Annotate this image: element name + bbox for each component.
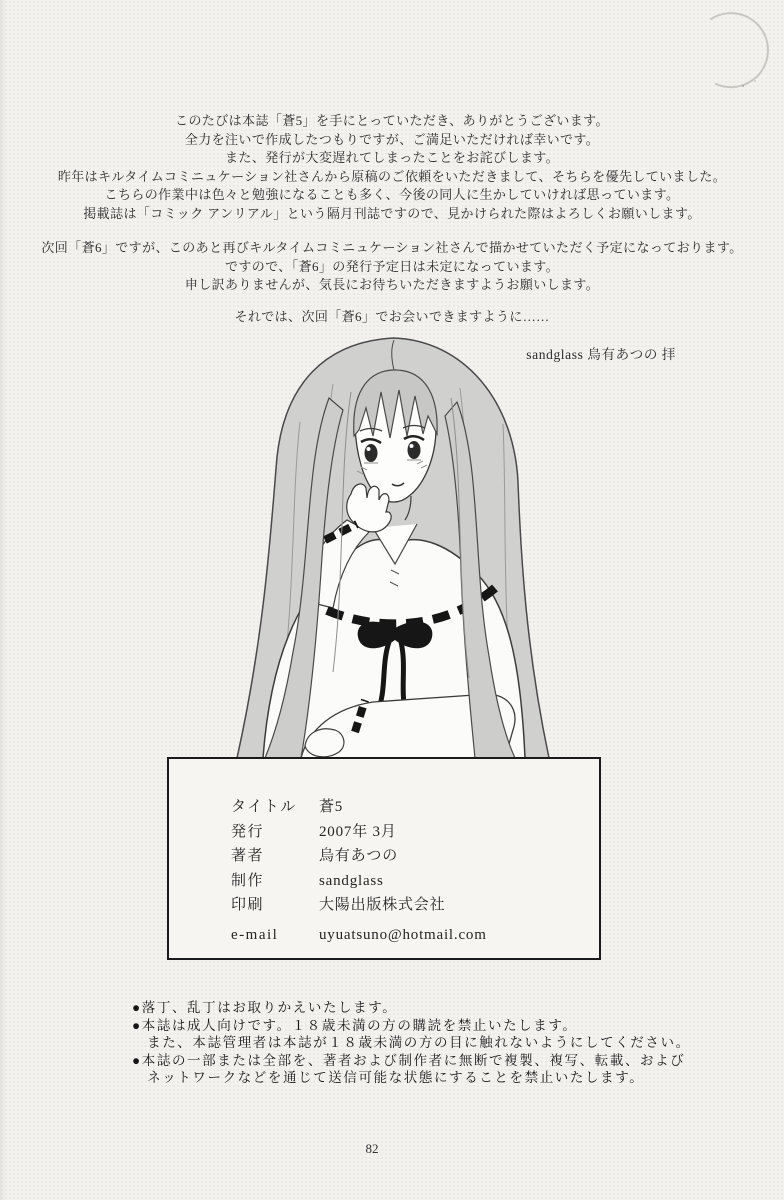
afterword-line: 次回「蒼6」ですが、このあと再びキルタイムコミニュケーション社さんで描かせていただく予定になっております。 bbox=[41, 240, 743, 255]
colophon-value: 2007年 3月 bbox=[319, 823, 397, 840]
afterword-closing-line: それでは、次回「蒼6」でお会いできますように…… bbox=[234, 308, 550, 324]
colophon-row bbox=[231, 844, 599, 869]
colophon-label: 印刷 bbox=[231, 897, 265, 913]
page-number: 82 bbox=[365, 1141, 379, 1156]
notice-line: ●落丁、乱丁はお取りかえいたします。 bbox=[132, 1000, 398, 1015]
afterword-line: 掲載誌は「コミック アンリアル」という隔月刊誌ですので、見かけられた際はよろしくお願いします。 bbox=[83, 205, 701, 221]
colophon-value: 大陽出版株式会社 bbox=[319, 897, 446, 913]
colophon-row bbox=[231, 893, 599, 918]
afterword-line: 申し訳ありませんが、気長にお待ちいただきますようお願いします。 bbox=[184, 277, 600, 292]
colophon-email-value: uyuatsuno@hotmail.com bbox=[319, 926, 487, 943]
notice-line: また、本誌管理者は本誌が１８歳未満の方の目に触れないようにしてください。 bbox=[132, 1035, 691, 1050]
artist-signature: sandglass 烏有あつの 拝 bbox=[526, 347, 676, 362]
notice-line: ●本誌は成人向けです。１８歳未満の方の購読を禁止いたします。 bbox=[132, 1017, 578, 1033]
afterword-line: このたびは本誌「蒼5」を手にとっていただき、ありがとうございます。 bbox=[175, 113, 609, 128]
colophon-row bbox=[231, 795, 599, 820]
colophon-row bbox=[231, 869, 599, 894]
colophon-value: 烏有あつの bbox=[319, 848, 399, 864]
girl-illustration bbox=[205, 332, 580, 758]
colophon-value: 蒼5 bbox=[319, 799, 344, 815]
colophon-value: sandglass bbox=[319, 872, 384, 889]
circle-scan-artifact-icon bbox=[686, 6, 776, 96]
notice-line: ●本誌の一部または全部を、著者および制作者に無断で複製、複写、転載、および bbox=[132, 1052, 686, 1068]
afterword-line: また、発行が大変遅れてしまったことをお詫びします。 bbox=[225, 150, 559, 165]
colophon-label: 発行 bbox=[231, 823, 265, 840]
colophon-label: タイトル bbox=[231, 799, 297, 815]
colophon-label: e-mail bbox=[231, 926, 279, 943]
colophon-label: 制作 bbox=[231, 872, 265, 889]
afterword-line: ですので、「蒼6」の発行予定日は未定になっています。 bbox=[224, 258, 560, 274]
legal-notices bbox=[132, 999, 732, 1087]
colophon-row-email bbox=[231, 923, 599, 948]
colophon-label: 著者 bbox=[231, 848, 265, 864]
afterword-line: 全力を注いで作成したつもりですが、ご満足いただければ幸いです。 bbox=[184, 131, 600, 147]
colophon-row bbox=[231, 820, 599, 845]
afterword-text-block bbox=[0, 112, 784, 326]
colophon-box bbox=[167, 757, 601, 960]
afterword-line: こちらの作業中は色々と勉強になることも多く、今後の同人に生かしていければ思っています。 bbox=[104, 187, 680, 202]
afterword-line: 昨年はキルタイムコミニュケーション社さんから原稿のご依頼をいただきまして、そちらを優先していました。 bbox=[57, 168, 727, 184]
notice-line: ネットワークなどを通じて送信可能な状態にすることを禁止いたします。 bbox=[132, 1070, 645, 1085]
